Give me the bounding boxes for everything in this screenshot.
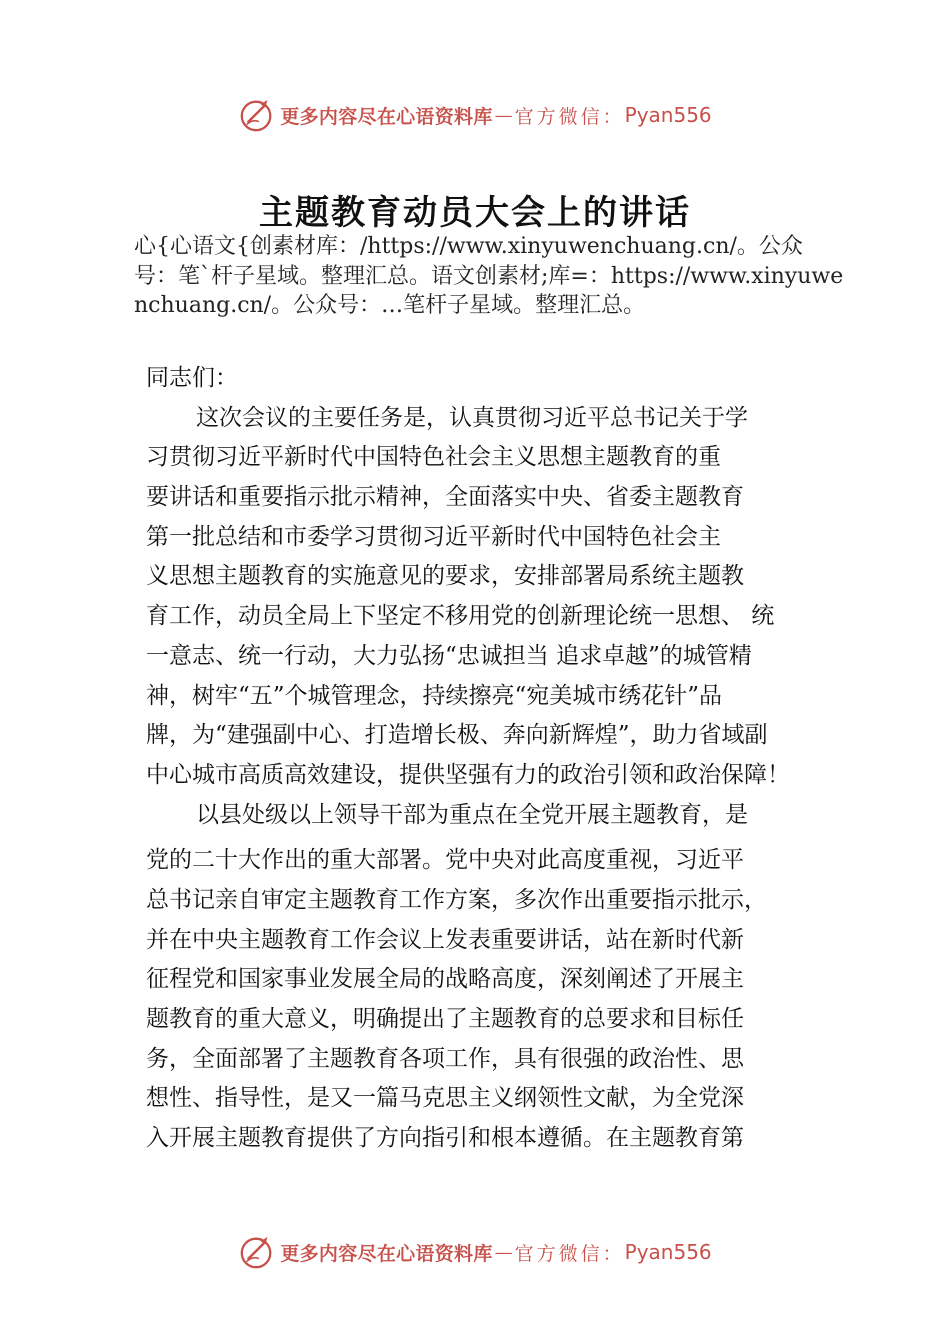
banner-main-text: 更多内容尽在心语资料库	[280, 1242, 493, 1265]
paragraph-line: 义思想主题教育的实施意见的要求，安排部署局系统主题教	[146, 563, 744, 590]
paragraph-line: 题教育的重大意义，明确提出了主题教育的总要求和目标任	[146, 1006, 744, 1032]
banner-wechat-id: Pyan556	[624, 103, 712, 127]
source-note: 心{心语文{创素材库：/https://www.xinyuwenchuang.cn/。公众号：笔`杆子星域。整理汇总。语文创素材;库=：https://www.xinyuwenchuang.cn/。公众号：…笔杆子星域。整理汇总。	[134, 234, 844, 318]
banner-separator: —	[494, 1241, 513, 1263]
banner-wechat-label: 官方微信：	[514, 105, 625, 128]
paragraph-line: 神，树牢“五”个城管理念，持续擦亮“宛美城市绣花针”品	[146, 682, 723, 709]
paragraph-line: 并在中央主题教育工作会议上发表重要讲话，站在新时代新	[146, 926, 744, 953]
paragraph-line: 务，全面部署了主题教育各项工作，具有很强的政治性、思	[146, 1045, 744, 1072]
paragraph-line: 想性、指导性，是又一篇马克思主义纲领性文献，为全党深	[146, 1085, 744, 1112]
brand-logo-icon	[238, 96, 276, 134]
header-banner	[0, 95, 950, 135]
paragraph-line: 牌，为“建强副中心、打造增长极、奔向新辉煌”，助力省域副	[146, 722, 768, 749]
document-title: 主题教育动员大会上的讲话	[259, 193, 691, 233]
paragraph-line: 习贯彻习近平新时代中国特色社会主义思想主题教育的重	[146, 444, 721, 471]
paragraph-line: 入开展主题教育提供了方向指引和根本遵循。在主题教育第	[146, 1125, 744, 1152]
paragraph-2	[146, 796, 826, 1159]
document-body	[146, 359, 826, 1159]
paragraph-line: 育工作，动员全局上下坚定不移用党的创新理论统一思想、 统	[146, 603, 775, 630]
banner-wechat-id: Pyan556	[624, 1240, 712, 1264]
salutation: 同志们：	[146, 365, 238, 391]
paragraph-line: 以县处级以上领导干部为重点在全党开展主题教育，是	[196, 801, 748, 828]
paragraph-line: 一意志、统一行动，大力弘扬“忠诚担当 追求卓越”的城管精	[146, 642, 752, 669]
paragraph-line: 征程党和国家事业发展全局的战略高度，深刻阐述了开展主	[146, 966, 744, 993]
banner-wechat-label: 官方微信：	[514, 1242, 625, 1265]
paragraph-1	[146, 399, 826, 796]
paragraph-line: 总书记亲自审定主题教育工作方案，多次作出重要指示批示，	[146, 886, 767, 913]
paragraph-line: 这次会议的主要任务是，认真贯彻习近平总书记关于学	[196, 404, 748, 431]
brand-logo-icon	[238, 1233, 276, 1271]
banner-separator: —	[494, 104, 513, 126]
paragraph-line: 中心城市高质高效建设，提供坚强有力的政治引领和政治保障！	[146, 761, 790, 788]
paragraph-line: 第一批总结和市委学习贯彻习近平新时代中国特色社会主	[146, 523, 721, 550]
paragraph-line: 要讲话和重要指示批示精神，全面落实中央、省委主题教育	[146, 484, 744, 511]
banner-main-text: 更多内容尽在心语资料库	[280, 105, 493, 128]
paragraph-line: 党的二十大作出的重大部署。党中央对此高度重视，习近平	[146, 847, 744, 874]
footer-banner	[0, 1232, 950, 1272]
